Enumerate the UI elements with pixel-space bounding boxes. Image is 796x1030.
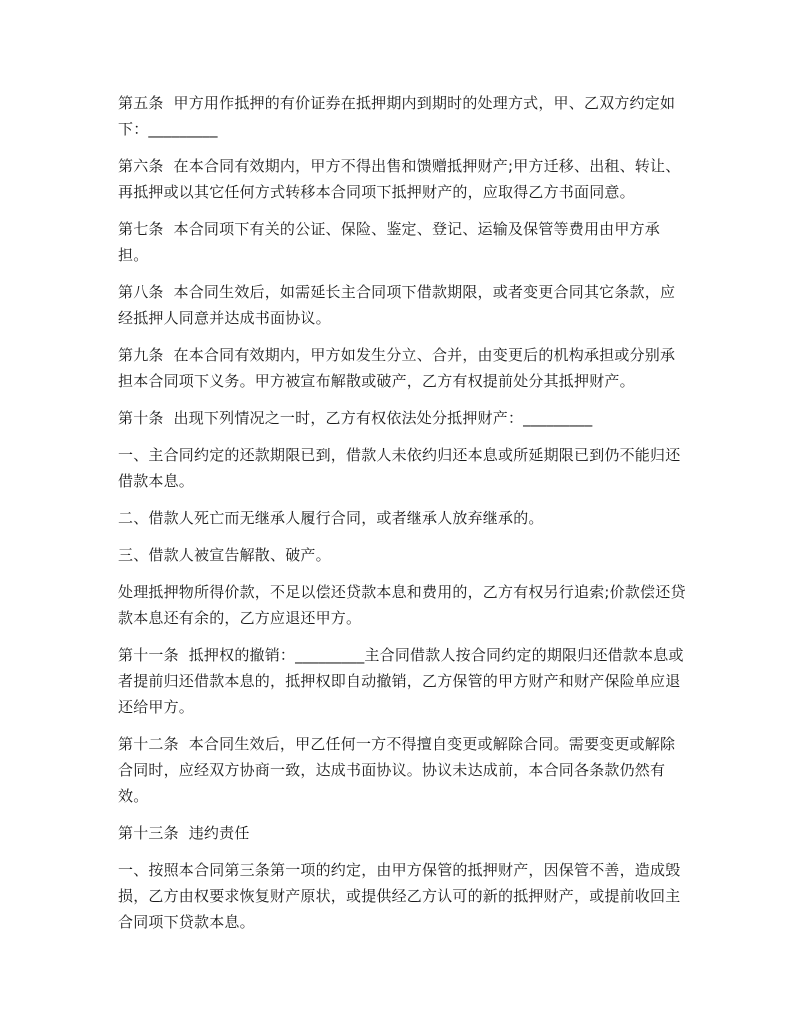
clause-10-item-1: 一、主合同约定的还款期限已到，借款人未依约归还本息或所延期限已到仍不能归还借款本息。	[118, 446, 681, 490]
clause-6-paragraph: 第六条 在本合同有效期内，甲方不得出售和馈赠抵押财产;甲方迁移、出租、转让、再抵押或以其它任何方式转移本合同项下抵押财产的，应取得乙方书面同意。	[118, 157, 681, 201]
proceeds-handling-paragraph: 处理抵押物所得价款，不足以偿还贷款本息和费用的，乙方有权另行追索;价款偿还贷款本息还有余的，乙方应退还甲方。	[118, 583, 686, 627]
clause-12-paragraph: 第十二条 本合同生效后，甲乙任何一方不得擅自变更或解除合同。需要变更或解除合同时，应经双方协商一致，达成书面协议。协议未达成前，本合同各条款仍然有效。	[118, 735, 676, 805]
clause-11-paragraph: 第十一条 抵押权的撤销：_________主合同借款人按合同约定的期限归还借款本息或者提前归还借款本息的，抵押权即自动撤销，乙方保管的甲方财产和财产保险单应退还给甲方。	[118, 646, 684, 716]
clause-10-paragraph: 第十条 出现下列情况之一时，乙方有权依法处分抵押财产：_________	[118, 409, 593, 427]
clause-13-heading: 第十三条 违约责任	[118, 824, 250, 842]
document-page	[118, 90, 688, 946]
clause-10-item-3: 三、借款人被宣告解散、破产。	[118, 546, 331, 564]
clause-7-paragraph: 第七条 本合同项下有关的公证、保险、鉴定、登记、运输及保管等费用由甲方承担。	[118, 220, 660, 264]
clause-5-paragraph: 第五条 甲方用作抵押的有价证券在抵押期内到期时的处理方式，甲、乙双方约定如下：_________	[118, 94, 676, 138]
clause-8-paragraph: 第八条 本合同生效后，如需延长主合同项下借款期限，或者变更合同其它条款，应经抵押人同意并达成书面协议。	[118, 283, 676, 327]
clause-13-item-1: 一、按照本合同第三条第一项的约定，由甲方保管的抵押财产，因保管不善，造成毁损，乙方由权要求恢复财产原状，或提供经乙方认可的新的抵押财产，或提前收回主合同项下贷款本息。	[118, 861, 681, 931]
clause-9-paragraph: 第九条 在本合同有效期内，甲方如发生分立、合并，由变更后的机构承担或分别承担本合同项下义务。甲方被宣布解散或破产，乙方有权提前处分其抵押财产。	[118, 346, 676, 390]
clause-10-item-2: 二、借款人死亡而无继承人履行合同，或者继承人放弃继承的。	[118, 509, 544, 527]
